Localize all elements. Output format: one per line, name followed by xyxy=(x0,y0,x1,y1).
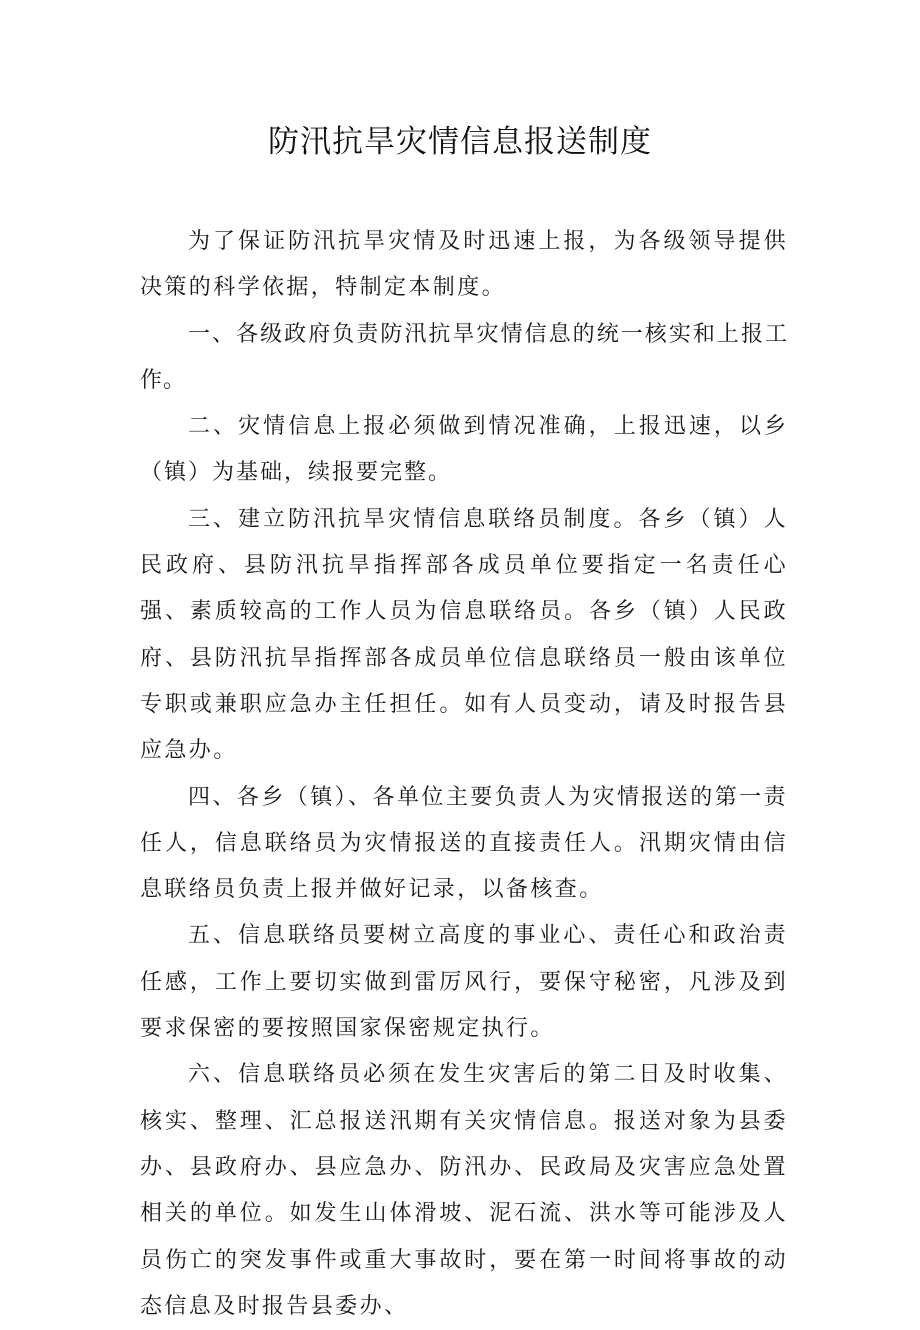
paragraph-4: 四、各乡（镇）、各单位主要负责人为灾情报送的第一责任人，信息联络员为灾情报送的直接责任人。汛期灾情由信息联络员负责上报并做好记录，以备核查。 xyxy=(140,784,788,903)
paragraph-intro: 为了保证防汛抗旱灾情及时迅速上报，为各级领导提供决策的科学依据，特制定本制度。 xyxy=(140,229,788,301)
paragraph-3: 三、建立防汛抗旱灾情信息联络员制度。各乡（镇）人民政府、县防汛抗旱指挥部各成员单位要指定一名责任心强、素质较高的工作人员为信息联络员。各乡（镇）人民政府、县防汛抗旱指挥部各成员单位信息联络员一般由该单位专职或兼职应急办主任担任。如有人员变动，请及时报告县应急办。 xyxy=(140,506,788,764)
paragraph-1: 一、各级政府负责防汛抗旱灾情信息的统一核实和上报工作。 xyxy=(140,321,788,393)
paragraph-2: 二、灾情信息上报必须做到情况准确，上报迅速，以乡（镇）为基础，续报要完整。 xyxy=(140,414,788,486)
document-title: 防汛抗旱灾情信息报送制度 xyxy=(268,124,652,160)
document-body xyxy=(140,219,788,1330)
paragraph-6: 六、信息联络员必须在发生灾害后的第二日及时收集、核实、整理、汇总报送汛期有关灾情信息。报送对象为县委办、县政府办、县应急办、防汛办、民政局及灾害应急处置相关的单位。如发生山体滑坡、泥石流、洪水等可能涉及人员伤亡的突发事件或重大事故时，要在第一时间将事故的动态信息及时报告县委办、 xyxy=(140,1062,788,1319)
paragraph-5: 五、信息联络员要树立高度的事业心、责任心和政治责任感，工作上要切实做到雷厉风行，要保守秘密，凡涉及到要求保密的要按照国家保密规定执行。 xyxy=(140,923,788,1042)
